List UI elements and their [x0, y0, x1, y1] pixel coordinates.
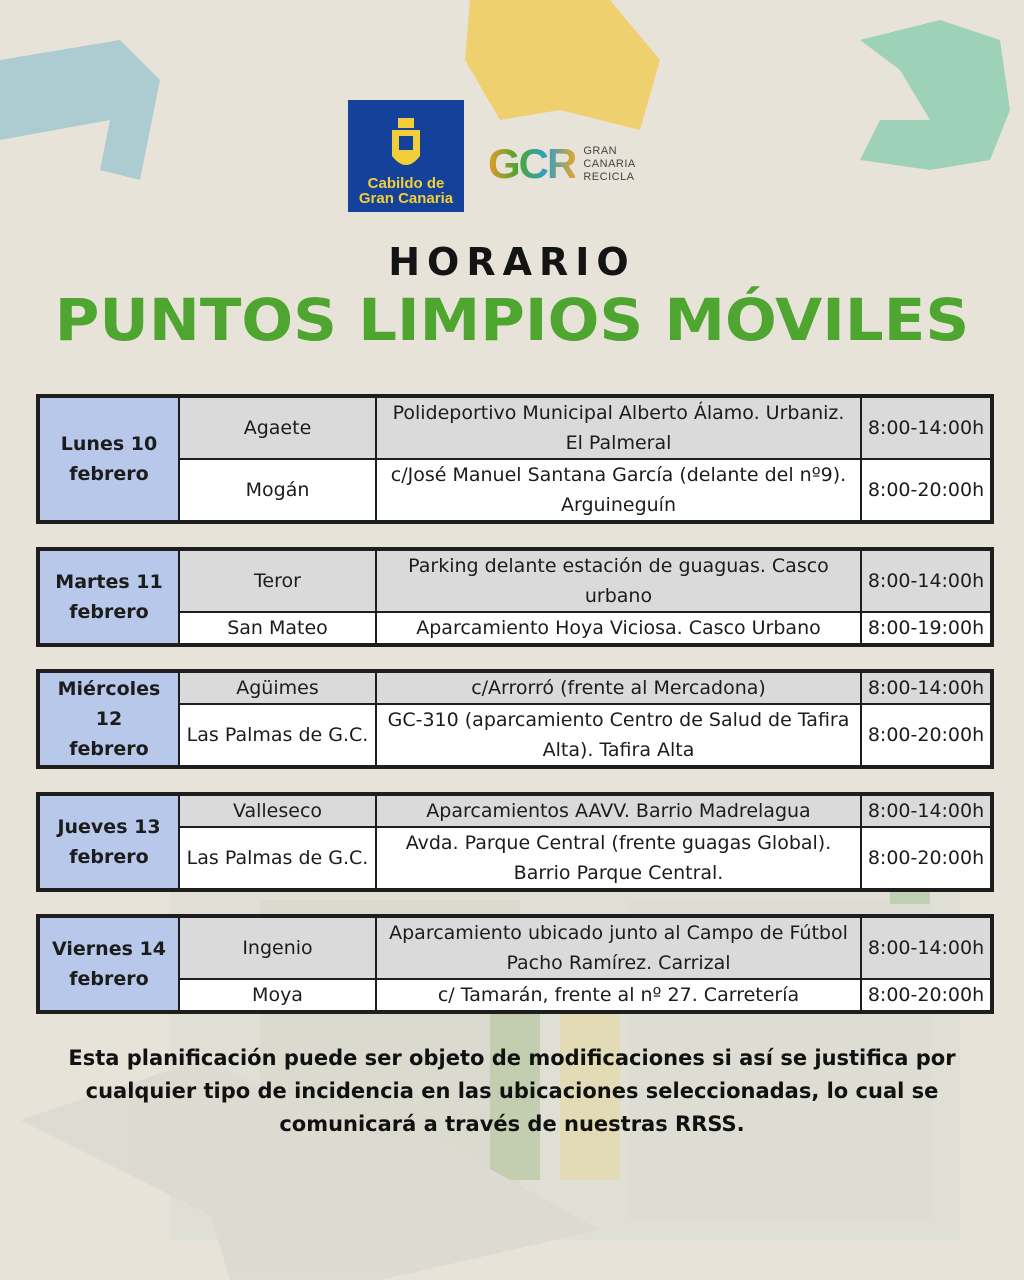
day-date: Lunes 10 febrero: [39, 397, 179, 521]
municipality-cell: Agaete: [179, 397, 376, 459]
table-row: [39, 827, 991, 889]
page-title: PUNTOS LIMPIOS MÓVILES: [54, 286, 970, 354]
table-row: [39, 704, 991, 766]
table-row: [39, 397, 991, 459]
schedule-table-tuesday: [38, 549, 992, 645]
table-row: [39, 795, 991, 827]
coat-of-arms-icon: [389, 116, 423, 176]
municipality-cell: Ingenio: [179, 917, 376, 979]
disclaimer-text: Esta planificación puede ser objeto de modificaciones si así se justifica por cualquier tipo de incidencia en las ubicaciones seleccionadas, lo cual se comunicará a través de nuestras RRSS.: [68, 1046, 956, 1136]
schedule-table-friday: [38, 916, 992, 1012]
municipality-cell: Valleseco: [179, 795, 376, 827]
table-row: [39, 672, 991, 704]
hours-cell: 8:00-14:00h: [861, 672, 991, 704]
cabildo-logo: [348, 100, 464, 212]
location-cell: Parking delante estación de guaguas. Casco urbano: [376, 550, 861, 612]
municipality-cell: Agüimes: [179, 672, 376, 704]
location-cell: c/ Tamarán, frente al nº 27. Carretería: [376, 979, 861, 1011]
heading: HORARIO: [388, 240, 636, 284]
location-cell: c/Arrorró (frente al Mercadona): [376, 672, 861, 704]
gcr-logo-subtitle: GRAN CANARIA RECICLA: [583, 144, 636, 183]
day-date: Jueves 13 febrero: [39, 795, 179, 889]
table-row: [39, 550, 991, 612]
location-cell: Aparcamiento Hoya Viciosa. Casco Urbano: [376, 612, 861, 644]
logo-row: [348, 100, 636, 212]
gcr-letters-text: GCR: [488, 140, 576, 187]
cabildo-logo-text: Cabildo de Gran Canaria: [358, 175, 454, 207]
location-cell: Avda. Parque Central (frente guagas Global). Barrio Parque Central.: [376, 827, 861, 889]
location-cell: Aparcamientos AAVV. Barrio Madrelagua: [376, 795, 861, 827]
schedule-table-wednesday: [38, 671, 992, 767]
hours-cell: 8:00-14:00h: [861, 795, 991, 827]
municipality-cell: Mogán: [179, 459, 376, 521]
day-date: Viernes 14 febrero: [39, 917, 179, 1011]
hours-cell: 8:00-20:00h: [861, 979, 991, 1011]
municipality-cell: Las Palmas de G.C.: [179, 827, 376, 889]
municipality-cell: Moya: [179, 979, 376, 1011]
schedule-table-thursday: [38, 794, 992, 890]
day-date: Miércoles 12 febrero: [39, 672, 179, 766]
gcr-logo-letters: [488, 140, 576, 187]
table-row: [39, 979, 991, 1011]
table-row: [39, 612, 991, 644]
municipality-cell: San Mateo: [179, 612, 376, 644]
hours-cell: 8:00-20:00h: [861, 704, 991, 766]
day-date: Martes 11 febrero: [39, 550, 179, 644]
hours-cell: 8:00-20:00h: [861, 827, 991, 889]
table-row: [39, 917, 991, 979]
location-cell: c/José Manuel Santana García (delante del nº9). Arguineguín: [376, 459, 861, 521]
hours-cell: 8:00-19:00h: [861, 612, 991, 644]
location-cell: Polideportivo Municipal Alberto Álamo. Urbaniz. El Palmeral: [376, 397, 861, 459]
schedule-table-monday: [38, 396, 992, 522]
location-cell: Aparcamiento ubicado junto al Campo de Fútbol Pacho Ramírez. Carrizal: [376, 917, 861, 979]
hours-cell: 8:00-14:00h: [861, 917, 991, 979]
municipality-cell: Las Palmas de G.C.: [179, 704, 376, 766]
municipality-cell: Teror: [179, 550, 376, 612]
location-cell: GC-310 (aparcamiento Centro de Salud de Tafira Alta). Tafira Alta: [376, 704, 861, 766]
hours-cell: 8:00-20:00h: [861, 459, 991, 521]
hours-cell: 8:00-14:00h: [861, 550, 991, 612]
hours-cell: 8:00-14:00h: [861, 397, 991, 459]
table-row: [39, 459, 991, 521]
gcr-logo: [488, 140, 636, 187]
